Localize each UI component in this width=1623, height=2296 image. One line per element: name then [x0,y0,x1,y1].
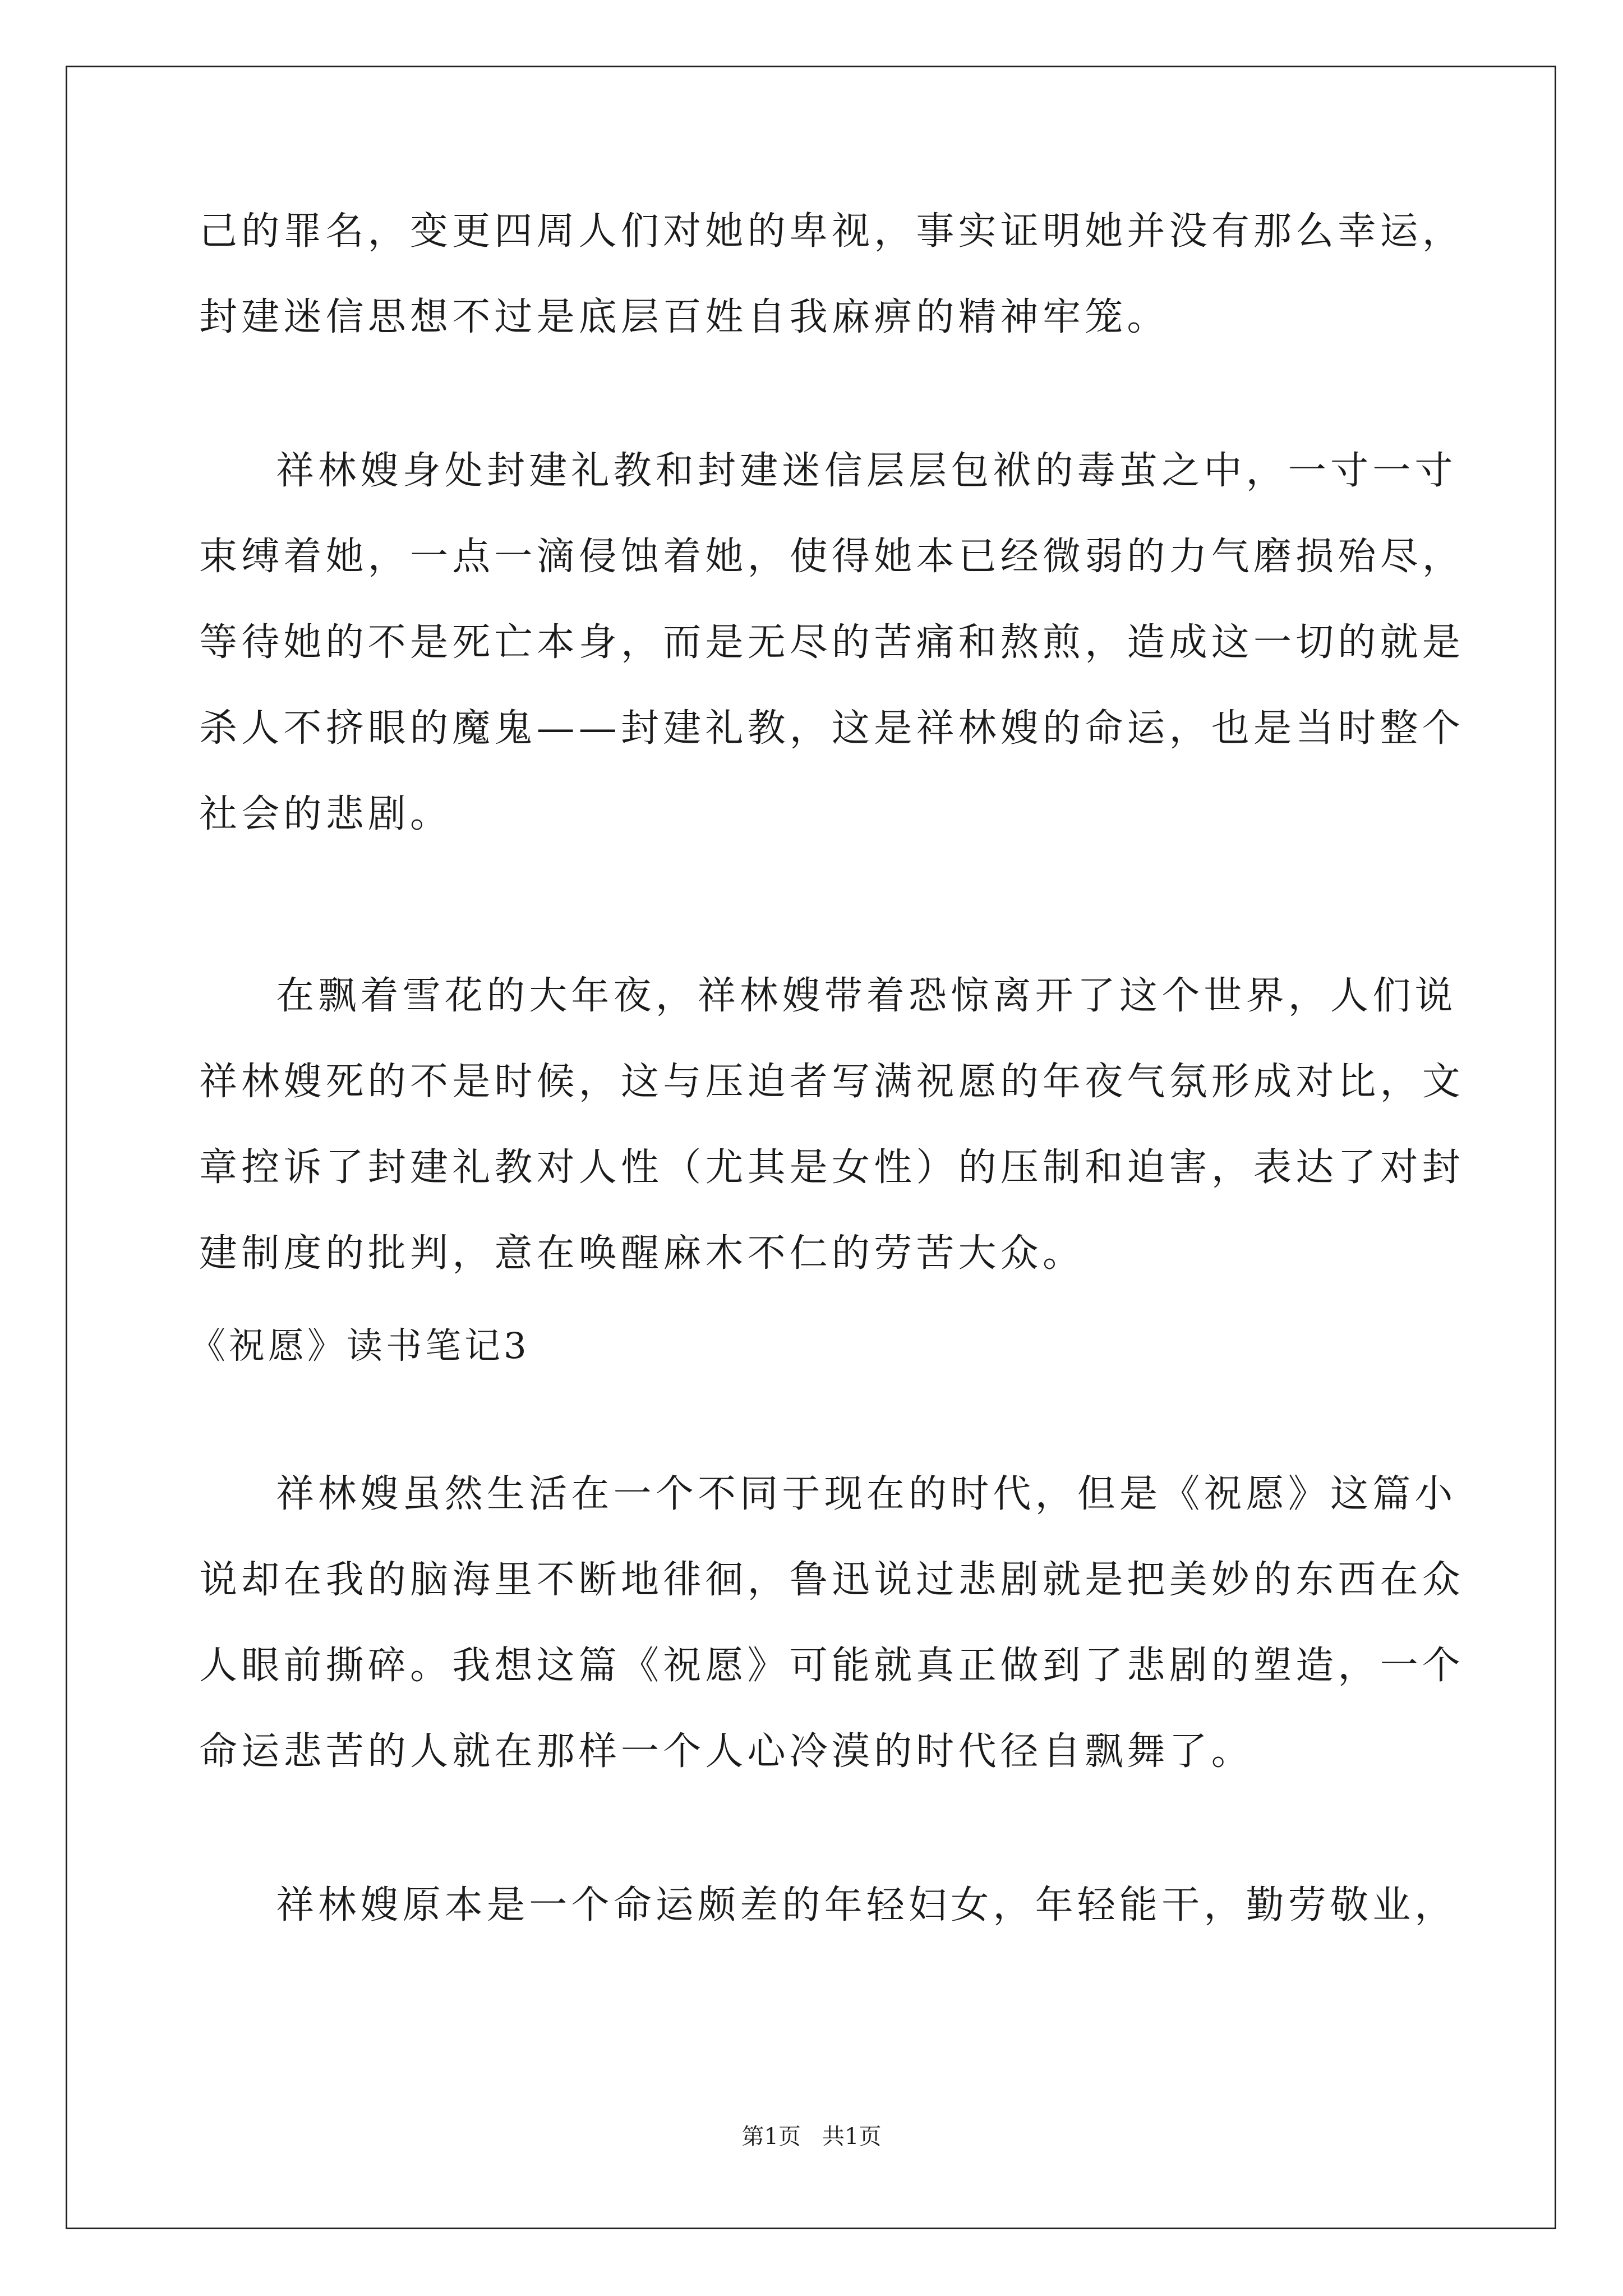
text-line: 己的罪名，变更四周人们对她的卑视，事实证明她并没有那么幸运， [199,209,1465,254]
text-line: 在飘着雪花的大年夜，祥林嫂带着恐惊离开了这个世界，人们说 [276,974,1457,1018]
text-line: 祥林嫂身处封建礼教和封建迷信层层包袱的毒茧之中，一寸一寸 [276,449,1457,493]
text-line: 章控诉了封建礼教对人性（尤其是女性）的压制和迫害，表达了对封 [199,1145,1465,1190]
text-line: 等待她的不是死亡本身，而是无尽的苦痛和熬煎，造成这一切的就是 [199,620,1465,665]
text-line: 封建迷信思想不过是底层百姓自我麻痹的精神牢笼。 [199,295,1169,339]
text-line: 祥林嫂原本是一个命运颇差的年轻妇女，年轻能干，勤劳敬业， [276,1883,1457,1927]
text-line: 祥林嫂死的不是时候，这与压迫者写满祝愿的年夜气氛形成对比，文 [199,1060,1465,1104]
text-line: 杀人不挤眼的魔鬼——封建礼教，这是祥林嫂的命运，也是当时整个 [199,706,1465,751]
text-line: 社会的悲剧。 [199,792,453,836]
page-footer: 第1页 共1页 [741,2124,882,2150]
text-line: 束缚着她，一点一滴侵蚀着她，使得她本已经微弱的力气磨损殆尽， [199,535,1465,579]
section-heading: 《祝愿》读书笔记3 [190,1326,530,1367]
text-line: 命运悲苦的人就在那样一个人心冷漠的时代径自飘舞了。 [199,1729,1254,1774]
text-line: 人眼前撕碎。我想这篇《祝愿》可能就真正做到了悲剧的塑造，一个 [199,1644,1465,1688]
text-line: 建制度的批判，意在唤醒麻木不仁的劳苦大众。 [199,1231,1085,1276]
text-line: 祥林嫂虽然生活在一个不同于现在的时代，但是《祝愿》这篇小 [276,1472,1457,1516]
text-line: 说却在我的脑海里不断地徘徊，鲁迅说过悲剧就是把美妙的东西在众 [199,1558,1465,1602]
